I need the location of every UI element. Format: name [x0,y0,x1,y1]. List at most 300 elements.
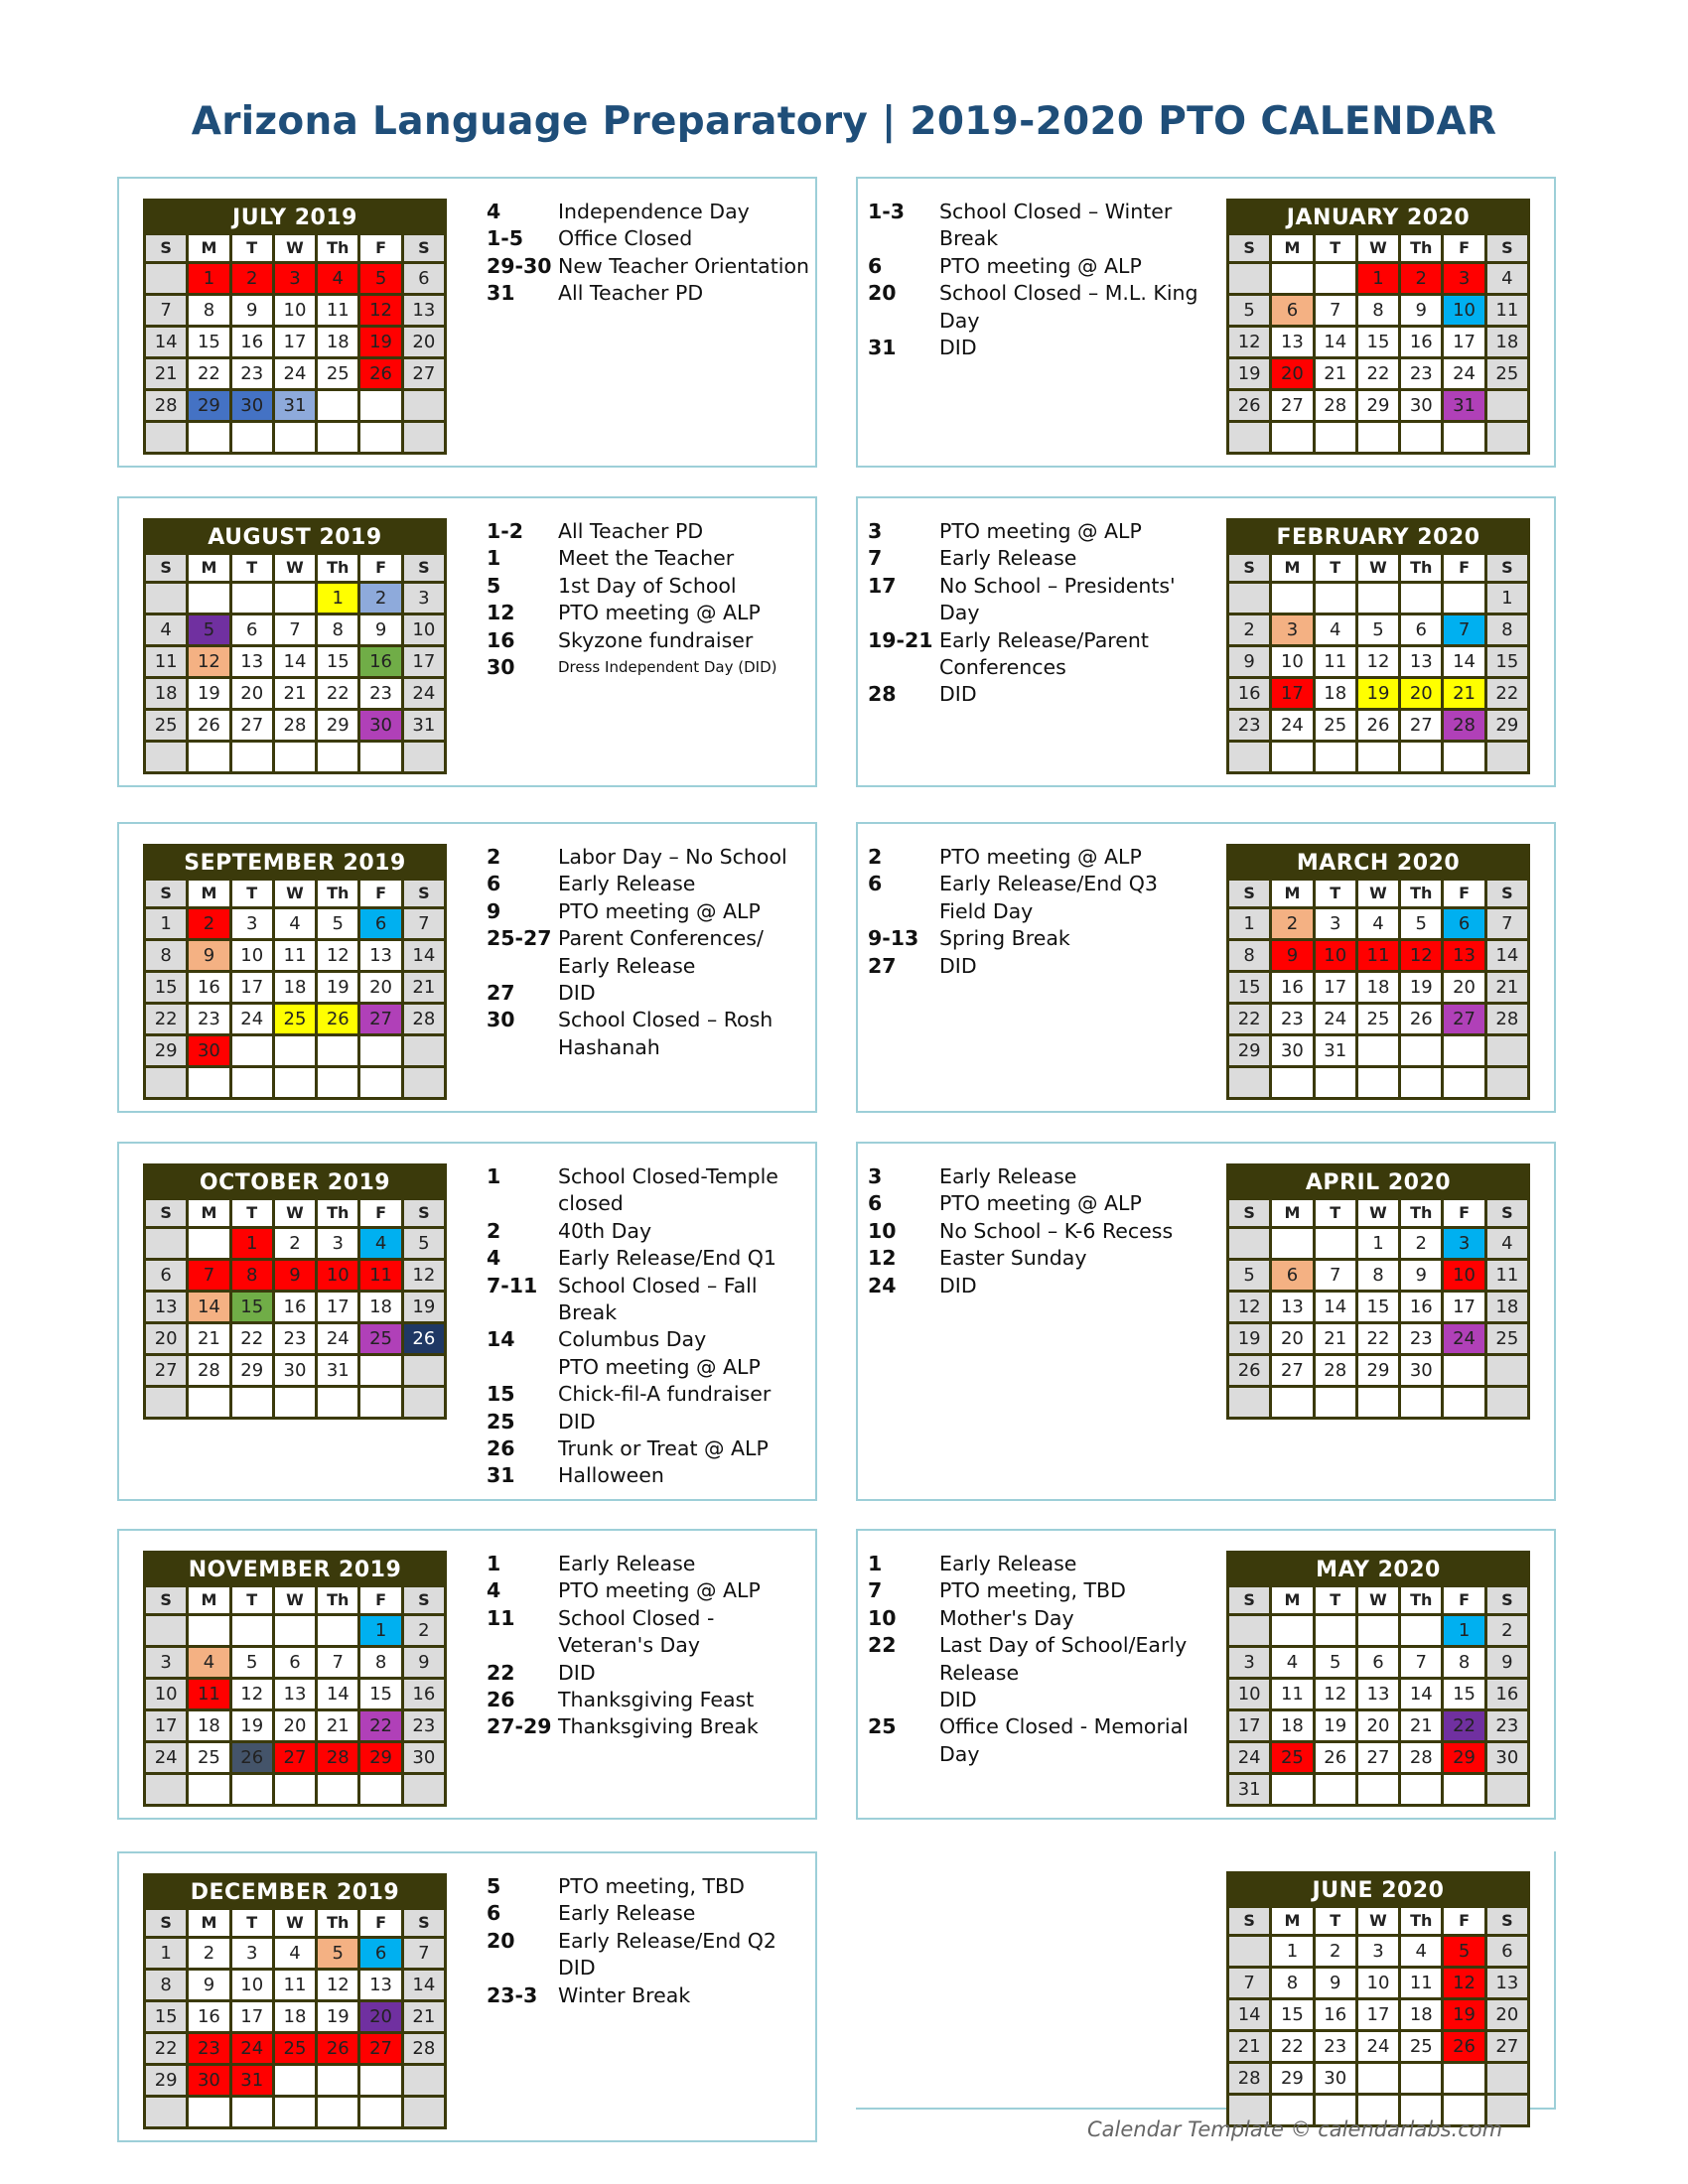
day-cell: 1 [1229,909,1269,938]
day-cell: 14 [1401,1680,1441,1708]
empty-cell [189,2098,228,2126]
event-date: 2 [868,845,883,869]
day-cell: 12 [1444,1969,1483,1997]
day-cell: 19 [404,1293,444,1321]
event-text: Early Release/End Q1 [558,1246,776,1271]
event-text: Meet the Teacher [558,546,735,571]
event-text: Chick-fil-A fundraiser [558,1382,772,1407]
day-cell: 23 [275,1324,315,1353]
event-date: 1 [487,546,501,571]
event-text: PTO meeting @ ALP [558,1354,761,1379]
event-date: 30 [487,1008,515,1032]
mini-calendar [143,1551,447,1807]
day-cell: 23 [1487,1711,1527,1740]
event-date: 4 [487,1246,501,1271]
empty-cell [318,1616,357,1645]
empty-cell [1487,743,1527,771]
day-cell: 5 [1444,1937,1483,1966]
day-cell: 27 [232,711,272,740]
event-text: Independence Day [558,200,750,223]
weekday-header: S [146,1910,186,1936]
day-cell: 24 [146,1743,186,1772]
day-cell: 6 [1401,615,1441,644]
empty-cell [360,1388,400,1417]
empty-cell [1229,264,1269,293]
empty-cell [404,391,444,420]
day-cell: 28 [1401,1743,1441,1772]
day-cell: 29 [146,2066,186,2095]
event-date: 25 [487,1409,515,1433]
event-list [868,199,1205,361]
day-cell: 4 [146,615,186,644]
event-date: 6 [487,872,501,896]
day-cell: 9 [1401,1261,1441,1290]
empty-cell [189,1775,228,1804]
day-cell: 6 [360,1939,400,1968]
month-title: APRIL 2020 [1305,1170,1452,1195]
weekday-header: S [146,1200,186,1226]
day-cell: 24 [1229,1743,1269,1772]
event-text: DID [558,1409,596,1433]
empty-cell [1316,584,1355,613]
event-text: School Closed – Winter Break [939,200,1173,251]
day-cell: 19 [232,1711,272,1740]
weekday-header: S [404,1910,444,1936]
day-cell: 24 [404,679,444,708]
weekday-header: Th [1401,235,1441,261]
event-date: 19-21 [868,627,933,652]
empty-cell [360,391,400,420]
event-text: Early Release/End Q3 Field Day [939,872,1158,923]
day-cell: 8 [1487,615,1527,644]
empty-cell [189,1229,228,1258]
event-text: Thanksgiving Feast [558,1688,755,1712]
empty-cell [1444,2064,1483,2093]
day-cell: 18 [360,1293,400,1321]
weekday-header: W [1358,881,1398,906]
empty-cell [146,264,186,293]
day-cell: 19 [1444,2000,1483,2029]
event-item [487,1900,814,1927]
weekday-header: Th [318,881,357,906]
day-cell: 15 [146,973,186,1002]
empty-cell [1229,743,1269,771]
empty-cell [232,1036,272,1065]
day-cell: 11 [360,1261,400,1290]
empty-cell [189,1616,228,1645]
day-cell: 14 [275,647,315,676]
empty-cell [1229,1616,1269,1645]
event-date: 1-3 [868,200,906,223]
event-item [487,1577,814,1604]
weekday-header: S [146,881,186,906]
event-item [487,280,814,307]
event-item [868,1632,1205,1687]
weekday-header: S [404,235,444,261]
day-cell: 25 [318,359,357,388]
day-grid [1229,555,1527,771]
day-cell: 30 [232,391,272,420]
event-text: All Teacher PD [558,519,704,543]
event-item [868,1713,1205,1768]
day-cell: 12 [360,296,400,325]
day-cell: 7 [1487,909,1527,938]
event-date: 4 [487,1578,501,1603]
day-cell: 29 [232,1356,272,1385]
empty-cell [146,1068,186,1097]
weekday-header: F [360,881,400,906]
day-cell: 19 [1316,1711,1355,1740]
day-cell: 28 [404,2034,444,2063]
day-cell: 27 [1401,711,1441,740]
weekday-header: S [1229,881,1269,906]
event-text: PTO meeting @ ALP [939,519,1142,543]
empty-cell [1401,743,1441,771]
day-cell: 16 [1401,1293,1441,1321]
empty-cell [360,743,400,771]
weekday-header: T [1316,235,1355,261]
event-item [487,573,814,600]
month-panel-november-2019 [117,1529,817,1820]
mini-calendar [143,199,447,455]
event-text: Easter Sunday [939,1246,1087,1271]
day-cell: 16 [189,973,228,1002]
day-cell: 23 [1272,1005,1312,1033]
weekday-header: T [1316,555,1355,581]
weekday-header: W [275,555,315,581]
day-cell: 21 [275,679,315,708]
empty-cell [318,423,357,452]
empty-cell [1316,423,1355,452]
day-cell: 26 [404,1324,444,1353]
day-cell: 21 [189,1324,228,1353]
event-date: 23-3 [487,1982,538,2007]
day-cell: 24 [1272,711,1312,740]
day-cell: 14 [1487,941,1527,970]
empty-cell [1358,584,1398,613]
event-item [487,1163,814,1218]
weekday-header: Th [1401,1908,1441,1934]
event-item [487,1218,814,1245]
day-cell: 17 [232,2002,272,2031]
empty-cell [146,584,186,613]
day-cell: 23 [1401,359,1441,388]
day-cell: 3 [232,1939,272,1968]
month-title: NOVEMBER 2019 [188,1558,402,1582]
day-cell: 23 [1316,2032,1355,2061]
empty-cell [146,2098,186,2126]
event-text: Mother's Day [939,1605,1074,1630]
weekday-header: F [360,1200,400,1226]
weekday-header: T [1316,1200,1355,1226]
empty-cell [1358,1616,1398,1645]
event-text: Early Release [558,1901,696,1926]
day-cell: 3 [275,264,315,293]
day-cell: 19 [1229,359,1269,388]
weekday-header: S [1487,1587,1527,1613]
weekday-header: S [404,881,444,906]
weekday-header: W [275,1587,315,1613]
weekday-header: F [360,235,400,261]
event-date: 9 [487,898,501,923]
weekday-header: F [1444,1908,1483,1934]
day-cell: 3 [1444,1229,1483,1258]
weekday-header: S [1229,555,1269,581]
day-cell: 14 [1316,328,1355,356]
day-cell: 11 [146,647,186,676]
day-cell: 14 [1444,647,1483,676]
weekday-header: S [1487,1908,1527,1934]
day-cell: 9 [1316,1969,1355,1997]
day-cell: 5 [1229,1261,1269,1290]
day-grid [146,555,444,771]
mini-calendar [143,844,447,1100]
day-cell: 2 [1487,1616,1527,1645]
mini-calendar [1226,199,1530,455]
event-item [487,1326,814,1353]
event-list [868,1163,1205,1299]
weekday-header: Th [318,1200,357,1226]
day-cell: 7 [404,909,444,938]
day-cell: 5 [318,909,357,938]
event-item [868,1273,1205,1299]
day-grid [1229,1908,1527,2124]
empty-cell [404,1388,444,1417]
day-cell: 30 [275,1356,315,1385]
day-cell: 3 [1272,615,1312,644]
empty-cell [360,1356,400,1385]
day-cell: 7 [189,1261,228,1290]
empty-cell [404,743,444,771]
empty-cell [1229,1388,1269,1417]
empty-cell [1401,584,1441,613]
day-cell: 17 [1444,328,1483,356]
day-cell: 18 [1487,328,1527,356]
day-cell: 8 [232,1261,272,1290]
day-cell: 18 [189,1711,228,1740]
day-cell: 9 [1229,647,1269,676]
event-date: 4 [487,200,501,223]
month-title: JULY 2019 [232,205,357,230]
day-cell: 22 [189,359,228,388]
day-cell: 26 [1229,391,1269,420]
empty-cell [1401,2064,1441,2093]
day-cell: 2 [404,1616,444,1645]
day-cell: 24 [1444,1324,1483,1353]
empty-cell [146,1775,186,1804]
day-cell: 2 [1272,909,1312,938]
event-item [487,871,814,897]
mini-calendar [143,1163,447,1420]
event-item [487,627,814,654]
event-item [868,871,1205,925]
event-date: 7 [868,546,883,571]
weekday-header: M [1272,1908,1312,1934]
day-cell: 5 [1229,296,1269,325]
day-cell: 24 [232,2034,272,2063]
day-cell: 23 [189,1005,228,1033]
page-title: Arizona Language Preparatory | 2019-2020 PTO CALENDAR [191,99,1497,144]
weekday-header: S [1487,881,1527,906]
day-cell: 5 [360,264,400,293]
empty-cell [318,2066,357,2095]
day-cell: 20 [275,1711,315,1740]
empty-cell [1487,1388,1527,1417]
event-text: No School – Presidents' Day [939,573,1176,625]
day-cell: 7 [318,1648,357,1677]
weekday-header: T [232,555,272,581]
event-text: Office Closed - Memorial Day [939,1714,1189,1766]
empty-cell [1401,1068,1441,1097]
weekday-header: S [1229,1908,1269,1934]
mini-calendar [143,518,447,774]
day-cell: 6 [404,264,444,293]
event-text: School Closed – Fall Break [558,1273,758,1325]
empty-cell [318,391,357,420]
day-cell: 8 [1444,1648,1483,1677]
weekday-header: S [1487,1200,1527,1226]
day-cell: 26 [232,1743,272,1772]
weekday-header: Th [1401,881,1441,906]
empty-cell [318,1775,357,1804]
weekday-header: M [1272,235,1312,261]
day-cell: 3 [1229,1648,1269,1677]
event-item [487,898,814,925]
weekday-header: W [1358,1200,1398,1226]
event-text: Skyzone fundraiser [558,627,754,652]
day-cell: 27 [404,359,444,388]
weekday-header: F [1444,1587,1483,1613]
day-cell: 22 [1487,679,1527,708]
day-cell: 11 [1316,647,1355,676]
month-title: JANUARY 2020 [1286,205,1471,230]
day-cell: 15 [146,2002,186,2031]
day-cell: 17 [1272,679,1312,708]
day-cell: 16 [232,328,272,356]
day-cell: 26 [1444,2032,1483,2061]
day-cell: 19 [1401,973,1441,1002]
event-date: 12 [487,601,515,625]
day-cell: 6 [1358,1648,1398,1677]
day-cell: 18 [318,328,357,356]
event-date: 1 [487,1164,501,1188]
day-cell: 9 [404,1648,444,1677]
day-cell: 15 [1229,973,1269,1002]
event-text: All Teacher PD [558,281,704,306]
weekday-header: Th [318,1587,357,1613]
event-text: PTO meeting @ ALP [939,253,1142,278]
event-date: 28 [868,682,897,707]
event-date: 14 [487,1327,515,1352]
event-date: 1 [868,1552,883,1575]
day-cell: 8 [318,615,357,644]
day-cell: 17 [275,328,315,356]
empty-cell [275,1068,315,1097]
day-cell: 1 [360,1616,400,1645]
day-cell: 20 [404,328,444,356]
day-cell: 14 [318,1680,357,1708]
event-text: 1st Day of School [558,573,737,598]
event-date: 1 [487,1552,501,1575]
day-cell: 6 [360,909,400,938]
empty-cell [275,1036,315,1065]
day-cell: 17 [232,973,272,1002]
day-cell: 1 [1487,584,1527,613]
empty-cell [189,423,228,452]
day-cell: 23 [360,679,400,708]
day-cell: 2 [232,264,272,293]
weekday-header: F [1444,555,1483,581]
empty-cell [404,1356,444,1385]
empty-cell [1358,423,1398,452]
day-cell: 5 [1316,1648,1355,1677]
event-text: Spring Break [939,926,1070,951]
event-item [868,280,1205,335]
empty-cell [1272,1775,1312,1804]
empty-cell [1444,584,1483,613]
day-cell: 18 [1487,1293,1527,1321]
event-item [487,1551,814,1577]
empty-cell [1487,1356,1527,1385]
weekday-header: F [360,1910,400,1936]
day-cell: 5 [1401,909,1441,938]
event-text: Trunk or Treat @ ALP [558,1436,769,1461]
empty-cell [318,1068,357,1097]
weekday-header: S [1229,235,1269,261]
empty-cell [318,1388,357,1417]
weekday-header: T [232,1910,272,1936]
empty-cell [1358,1036,1398,1065]
day-grid [146,1587,444,1804]
day-cell: 13 [1272,328,1312,356]
weekday-header: W [1358,555,1398,581]
event-date: 6 [487,1901,501,1926]
event-item [487,1273,814,1327]
event-text: Columbus Day [558,1327,707,1352]
event-date: 7-11 [487,1273,538,1297]
weekday-header: F [1444,235,1483,261]
weekday-header: M [1272,555,1312,581]
day-grid [1229,235,1527,452]
event-list [487,844,814,1061]
event-text: School Closed – M.L. King Day [939,281,1198,333]
day-cell: 23 [1229,711,1269,740]
day-cell: 21 [1487,973,1527,1002]
empty-cell [189,1388,228,1417]
empty-cell [1444,1356,1483,1385]
day-cell: 27 [146,1356,186,1385]
event-text: Early Release [939,1552,1077,1575]
event-item [868,681,1205,708]
day-cell: 20 [1487,2000,1527,2029]
empty-cell [1272,423,1312,452]
empty-cell [1229,584,1269,613]
weekday-header: S [146,235,186,261]
day-cell: 27 [360,2034,400,2063]
day-cell: 16 [275,1293,315,1321]
event-item [868,253,1205,280]
empty-cell [1401,1775,1441,1804]
day-cell: 19 [1229,1324,1269,1353]
event-text: School Closed - Veteran's Day [558,1605,715,1658]
month-panel-february-2020 [856,496,1556,787]
day-cell: 24 [1316,1005,1355,1033]
day-cell: 31 [404,711,444,740]
event-date: 10 [868,1605,897,1630]
day-cell: 31 [1444,391,1483,420]
month-title: FEBRUARY 2020 [1276,525,1480,550]
day-cell: 27 [1358,1743,1398,1772]
